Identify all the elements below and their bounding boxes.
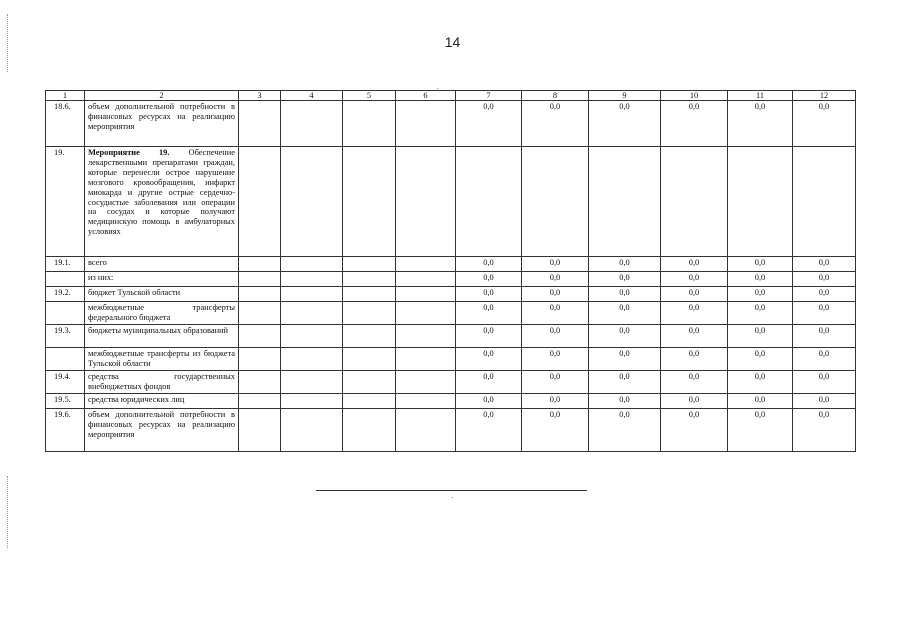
empty-cell <box>239 287 281 302</box>
table-row <box>46 101 856 147</box>
value-cell: 0,0 <box>793 287 856 302</box>
empty-cell <box>343 257 396 272</box>
empty-cell <box>239 394 281 409</box>
value-cell <box>728 147 793 257</box>
table-row <box>46 287 856 302</box>
value-cell: 0,0 <box>661 101 728 147</box>
table-row <box>46 272 856 287</box>
row-number: 19.2. <box>46 287 85 302</box>
row-number <box>46 348 85 371</box>
value-cell: 0,0 <box>589 272 661 287</box>
row-number: 19.5. <box>46 394 85 409</box>
value-cell: 0,0 <box>589 394 661 409</box>
empty-cell <box>239 348 281 371</box>
value-cell: 0,0 <box>456 272 522 287</box>
value-cell: 0,0 <box>456 302 522 325</box>
row-number: 19. <box>46 147 85 257</box>
value-cell: 0,0 <box>456 409 522 452</box>
value-cell: 0,0 <box>728 409 793 452</box>
row-number: 18.6. <box>46 101 85 147</box>
value-cell: 0,0 <box>522 371 589 394</box>
value-cell: 0,0 <box>728 272 793 287</box>
value-cell: 0,0 <box>793 409 856 452</box>
empty-cell <box>396 257 456 272</box>
value-cell: 0,0 <box>661 287 728 302</box>
empty-cell <box>239 257 281 272</box>
value-cell: 0,0 <box>522 348 589 371</box>
value-cell: 0,0 <box>793 348 856 371</box>
value-cell: 0,0 <box>589 101 661 147</box>
column-header: 4 <box>281 91 343 101</box>
value-cell: 0,0 <box>793 272 856 287</box>
empty-cell <box>239 147 281 257</box>
empty-cell <box>239 371 281 394</box>
value-cell: 0,0 <box>522 287 589 302</box>
value-cell: 0,0 <box>661 257 728 272</box>
empty-cell <box>281 272 343 287</box>
column-header: 3 <box>239 91 281 101</box>
row-description: средства юридических лиц <box>85 394 239 409</box>
empty-cell <box>281 257 343 272</box>
column-header: 11 <box>728 91 793 101</box>
value-cell: 0,0 <box>456 325 522 348</box>
row-description: объем дополнительной потребности в финансовых ресурсах на реализацию мероприятия <box>85 101 239 147</box>
value-cell <box>661 147 728 257</box>
row-number: 19.1. <box>46 257 85 272</box>
value-cell: 0,0 <box>522 325 589 348</box>
table-row <box>46 302 856 325</box>
value-cell: 0,0 <box>728 325 793 348</box>
value-cell: 0,0 <box>661 302 728 325</box>
value-cell: 0,0 <box>728 101 793 147</box>
page-number: 14 <box>444 34 461 50</box>
empty-cell <box>396 394 456 409</box>
empty-cell <box>396 371 456 394</box>
value-cell: 0,0 <box>661 409 728 452</box>
column-header: 6 <box>396 91 456 101</box>
table-row <box>46 371 856 394</box>
empty-cell <box>281 394 343 409</box>
row-number: 19.3. <box>46 325 85 348</box>
row-description: всего <box>85 257 239 272</box>
value-cell: 0,0 <box>793 394 856 409</box>
empty-cell <box>396 409 456 452</box>
empty-cell <box>239 101 281 147</box>
scan-edge-bottom <box>7 476 9 548</box>
scan-speck <box>452 497 453 498</box>
value-cell: 0,0 <box>661 325 728 348</box>
column-header: 7 <box>456 91 522 101</box>
row-description: бюджет Тульской области <box>85 287 239 302</box>
value-cell: 0,0 <box>589 409 661 452</box>
empty-cell <box>396 348 456 371</box>
value-cell: 0,0 <box>793 101 856 147</box>
event-title: Мероприятие 19. <box>88 148 170 157</box>
value-cell <box>522 147 589 257</box>
value-cell: 0,0 <box>793 302 856 325</box>
empty-cell <box>281 101 343 147</box>
empty-cell <box>281 409 343 452</box>
value-cell: 0,0 <box>728 371 793 394</box>
value-cell: 0,0 <box>456 287 522 302</box>
empty-cell <box>239 272 281 287</box>
value-cell: 0,0 <box>661 394 728 409</box>
value-cell: 0,0 <box>456 348 522 371</box>
empty-cell <box>281 302 343 325</box>
column-header: 9 <box>589 91 661 101</box>
value-cell: 0,0 <box>456 371 522 394</box>
table-row <box>46 394 856 409</box>
value-cell: 0,0 <box>728 257 793 272</box>
empty-cell <box>281 348 343 371</box>
value-cell: 0,0 <box>522 257 589 272</box>
empty-cell <box>396 272 456 287</box>
end-of-table-rule <box>316 490 587 491</box>
value-cell: 0,0 <box>661 371 728 394</box>
table-row <box>46 147 856 257</box>
funding-table <box>45 90 856 452</box>
row-description: бюджеты муниципальных образований <box>85 325 239 348</box>
row-number: 19.4. <box>46 371 85 394</box>
empty-cell <box>343 394 396 409</box>
empty-cell <box>343 287 396 302</box>
value-cell: 0,0 <box>456 257 522 272</box>
table-row <box>46 409 856 452</box>
row-description <box>85 147 239 257</box>
empty-cell <box>343 371 396 394</box>
empty-cell <box>239 302 281 325</box>
column-header: 1 <box>46 91 85 101</box>
value-cell: 0,0 <box>589 257 661 272</box>
row-description: межбюджетные трансферты из бюджета Тульской области <box>85 348 239 371</box>
scan-edge-top <box>7 14 9 72</box>
value-cell: 0,0 <box>661 272 728 287</box>
row-number <box>46 272 85 287</box>
value-cell: 0,0 <box>589 325 661 348</box>
column-number-row <box>46 91 856 101</box>
table-row <box>46 325 856 348</box>
row-description: средства государственных внебюджетных фондов <box>85 371 239 394</box>
value-cell: 0,0 <box>728 302 793 325</box>
event-description: Обеспечение лекарственными препаратами граждан, которые перенесли острое нарушение мозгового кровообращения, инфаркт миокарда и другие острые сердечно-сосудистые заболевания или операции на сосудах и которые получают медицинскую помощь в амбулаторных условиях <box>88 148 235 237</box>
empty-cell <box>343 101 396 147</box>
value-cell: 0,0 <box>728 394 793 409</box>
empty-cell <box>343 348 396 371</box>
empty-cell <box>396 147 456 257</box>
row-number: 19.6. <box>46 409 85 452</box>
value-cell <box>589 147 661 257</box>
empty-cell <box>396 101 456 147</box>
table-row <box>46 348 856 371</box>
empty-cell <box>343 409 396 452</box>
empty-cell <box>343 147 396 257</box>
value-cell: 0,0 <box>589 287 661 302</box>
empty-cell <box>281 371 343 394</box>
row-description: из них: <box>85 272 239 287</box>
empty-cell <box>396 302 456 325</box>
value-cell: 0,0 <box>522 409 589 452</box>
empty-cell <box>281 325 343 348</box>
empty-cell <box>239 409 281 452</box>
table-row <box>46 257 856 272</box>
value-cell: 0,0 <box>522 101 589 147</box>
value-cell: 0,0 <box>456 101 522 147</box>
scan-speck <box>437 88 438 89</box>
empty-cell <box>343 272 396 287</box>
column-header: 10 <box>661 91 728 101</box>
row-number <box>46 302 85 325</box>
value-cell: 0,0 <box>522 394 589 409</box>
value-cell: 0,0 <box>661 348 728 371</box>
empty-cell <box>396 325 456 348</box>
value-cell: 0,0 <box>522 272 589 287</box>
value-cell: 0,0 <box>728 287 793 302</box>
row-description: межбюджетные трансферты федерального бюджета <box>85 302 239 325</box>
empty-cell <box>396 287 456 302</box>
value-cell <box>456 147 522 257</box>
column-header: 12 <box>793 91 856 101</box>
value-cell: 0,0 <box>589 302 661 325</box>
column-header: 2 <box>85 91 239 101</box>
value-cell: 0,0 <box>456 394 522 409</box>
value-cell: 0,0 <box>589 371 661 394</box>
empty-cell <box>281 287 343 302</box>
row-description: объем дополнительной потребности в финансовых ресурсах на реализацию мероприятия <box>85 409 239 452</box>
empty-cell <box>343 302 396 325</box>
value-cell <box>793 147 856 257</box>
column-header: 5 <box>343 91 396 101</box>
value-cell: 0,0 <box>522 302 589 325</box>
empty-cell <box>343 325 396 348</box>
value-cell: 0,0 <box>589 348 661 371</box>
value-cell: 0,0 <box>793 325 856 348</box>
empty-cell <box>239 325 281 348</box>
value-cell: 0,0 <box>728 348 793 371</box>
value-cell: 0,0 <box>793 257 856 272</box>
empty-cell <box>281 147 343 257</box>
value-cell: 0,0 <box>793 371 856 394</box>
column-header: 8 <box>522 91 589 101</box>
